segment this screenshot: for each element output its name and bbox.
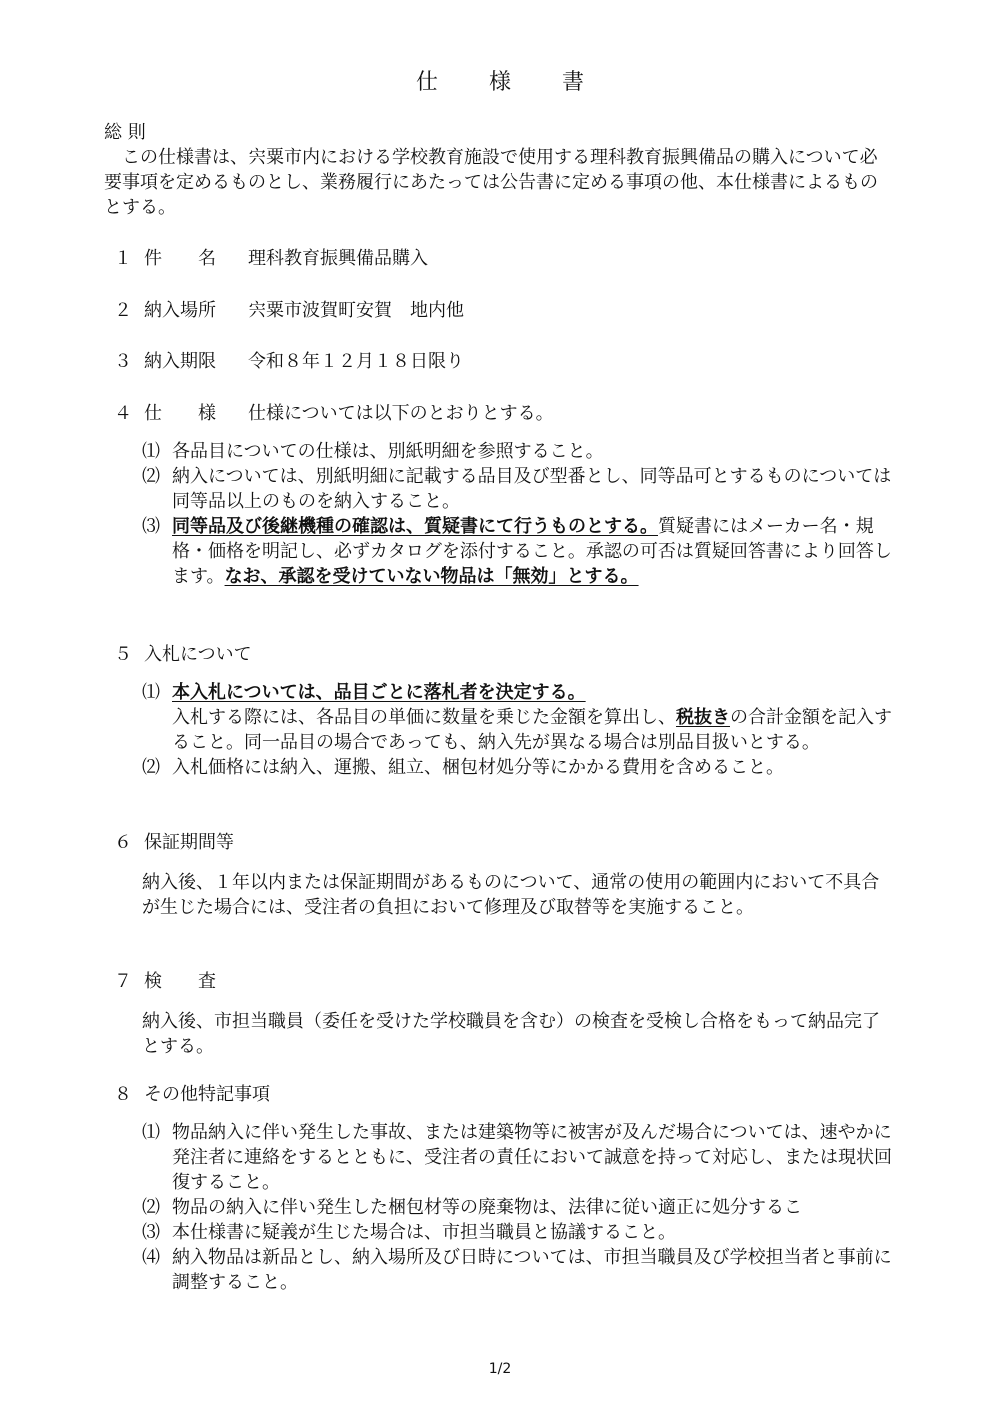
section-heading: 仕 様 xyxy=(144,403,216,424)
item-emphasis: 本入札については、品目ごとに落札者を決定する。 xyxy=(172,682,586,703)
section-8 xyxy=(114,1082,894,1107)
general-heading: 総 則 xyxy=(104,122,146,143)
item-mark: ⑴ xyxy=(142,441,160,462)
section-7 xyxy=(114,969,894,994)
section-1 xyxy=(114,246,894,271)
section-heading: 納入場所 xyxy=(144,300,216,321)
item-text: 入札価格には納入、運搬、組立、梱包材処分等にかかる費用を含めること。 xyxy=(172,757,784,778)
section-4-items xyxy=(142,439,892,589)
section-6 xyxy=(114,830,894,855)
item-mark: ⑵ xyxy=(142,757,160,778)
item-text: 質疑書にはメーカー名・規格・価格を明記し、必ずカタログを添付すること。承認の可否は質疑回答書により回答します。 xyxy=(172,516,892,587)
item-text: 納入については、別紙明細に記載する品目及び型番とし、同等品可とするものについては同等品以上のものを納入すること。 xyxy=(172,466,892,512)
item-mark: ⑵ xyxy=(142,466,160,487)
section-heading: 入札について xyxy=(144,644,252,665)
list-item xyxy=(142,439,892,464)
section-8-items xyxy=(142,1120,892,1295)
item-mark: ⑴ xyxy=(142,1122,160,1143)
item-mark: ⑴ xyxy=(142,682,160,703)
item-text: 物品の納入に伴い発生した梱包材等の廃棄物は、法律に従い適正に処分するこ xyxy=(172,1197,802,1218)
section-heading: その他特記事項 xyxy=(144,1084,270,1105)
item-emphasis: 税抜き xyxy=(676,707,730,728)
section-7-text: 納入後、市担当職員（委任を受けた学校職員を含む）の検査を受検し合格をもって納品完了とする。 xyxy=(142,1011,880,1057)
list-item xyxy=(142,1220,892,1245)
list-item xyxy=(142,755,892,780)
item-mark: ⑶ xyxy=(142,1222,160,1243)
section-number: ６ xyxy=(114,832,132,853)
item-emphasis: なお、承認を受けていない物品は「無効」とする。 xyxy=(224,566,639,587)
list-item xyxy=(142,680,892,755)
list-item xyxy=(142,1120,892,1195)
page-number: 1/2 xyxy=(488,1361,512,1377)
item-text: 入札する際には、各品目の単価に数量を乗じた金額を算出し、 xyxy=(172,707,676,728)
item-text: 本仕様書に疑義が生じた場合は、市担当職員と協議すること。 xyxy=(172,1222,676,1243)
section-value: 令和８年１２月１８日限り xyxy=(248,351,464,372)
general-section xyxy=(104,120,894,220)
item-mark: ⑵ xyxy=(142,1197,160,1218)
section-number: ４ xyxy=(114,403,132,424)
document-title: 仕 様 書 xyxy=(416,70,606,95)
item-text: 各品目についての仕様は、別紙明細を参照すること。 xyxy=(172,441,604,462)
section-value: 宍粟市波賀町安賀 地内他 xyxy=(248,300,464,321)
list-item xyxy=(142,1245,892,1295)
section-number: ２ xyxy=(114,300,132,321)
section-number: ３ xyxy=(114,351,132,372)
item-emphasis: 同等品及び後継機種の確認は、質疑書にて行うものとする。 xyxy=(172,516,658,537)
section-number: １ xyxy=(114,248,132,269)
item-text: の合計金額を記入すること。同一品目の場合であっても、納入先が異なる場合は別品目扱いとする。 xyxy=(172,707,892,753)
section-5-items xyxy=(142,680,892,780)
section-heading: 納入期限 xyxy=(144,351,216,372)
section-value: 仕様については以下のとおりとする。 xyxy=(248,403,554,424)
section-4 xyxy=(114,401,894,426)
section-6-text: 納入後、１年以内または保証期間があるものについて、通常の使用の範囲内において不具合が生じた場合には、受注者の負担において修理及び取替等を実施すること。 xyxy=(142,872,880,918)
general-text: この仕様書は、宍粟市内における学校教育施設で使用する理科教育振興備品の購入について必要事項を定めるものとし、業務履行にあたっては公告書に定める事項の他、本仕様書によるものとする。 xyxy=(104,147,878,218)
section-heading: 件 名 xyxy=(144,248,216,269)
section-heading: 保証期間等 xyxy=(144,832,234,853)
list-item xyxy=(142,1195,892,1220)
item-text: 物品納入に伴い発生した事故、または建築物等に被害が及んだ場合については、速やかに発注者に連絡をするとともに、受注者の責任において誠意を持って対応し、または現状回復すること。 xyxy=(172,1122,892,1193)
section-number: ８ xyxy=(114,1084,132,1105)
section-number: ７ xyxy=(114,971,132,992)
item-mark: ⑶ xyxy=(142,516,160,537)
section-heading: 検 査 xyxy=(144,971,216,992)
section-5 xyxy=(114,642,894,667)
list-item xyxy=(142,514,892,589)
item-mark: ⑷ xyxy=(142,1247,160,1268)
section-3 xyxy=(114,349,894,374)
section-value: 理科教育振興備品購入 xyxy=(248,248,428,269)
list-item xyxy=(142,464,892,514)
section-2 xyxy=(114,298,894,323)
section-number: ５ xyxy=(114,644,132,665)
item-text: 納入物品は新品とし、納入場所及び日時については、市担当職員及び学校担当者と事前に調整すること。 xyxy=(172,1247,892,1293)
